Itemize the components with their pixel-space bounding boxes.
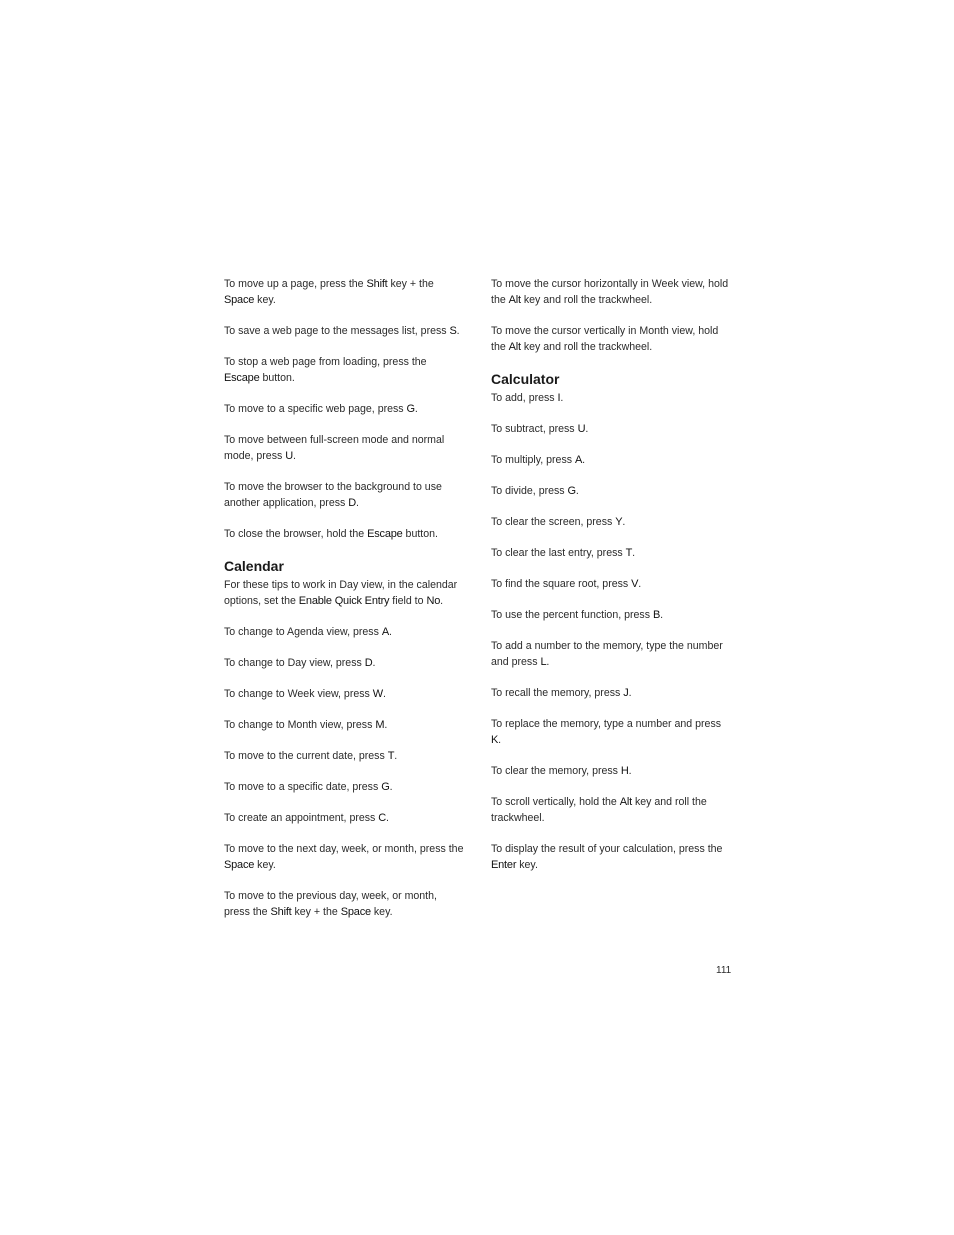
tip-text: .	[456, 325, 460, 337]
calculator-heading: Calculator	[491, 371, 560, 387]
key-name: Alt	[508, 341, 521, 353]
tip-text: To move to the current date, press	[224, 750, 388, 762]
tip-text: To clear the memory, press	[491, 765, 621, 777]
calendar-continued-tips-list	[491, 276, 731, 355]
tip-paragraph	[491, 685, 731, 701]
tip-text: To multiply, press	[491, 454, 575, 466]
key-name: G	[567, 485, 576, 497]
tip-text: To create an appointment, press	[224, 812, 379, 824]
tip-text: .	[498, 734, 502, 746]
tip-text: To close the browser, hold the	[224, 528, 368, 540]
tip-paragraph	[491, 276, 731, 308]
tip-text: .	[628, 687, 632, 699]
tip-paragraph	[491, 716, 731, 748]
tip-text: To change to Month view, press	[224, 719, 376, 731]
tip-paragraph	[491, 390, 731, 406]
tip-text: To move to a specific web page, press	[224, 403, 407, 415]
tip-paragraph	[224, 526, 464, 542]
tip-text: To clear the last entry, press	[491, 547, 626, 559]
tip-paragraph	[224, 577, 464, 609]
tip-text: .	[582, 454, 586, 466]
tip-text: To replace the memory, type a number and press	[491, 718, 722, 730]
tip-text: .	[440, 595, 444, 607]
key-name: L	[540, 656, 547, 668]
tip-text: key + the	[291, 906, 341, 918]
tip-text: To clear the screen, press	[491, 516, 616, 528]
tip-text: field to	[389, 595, 427, 607]
key-name: U	[285, 450, 293, 462]
tip-paragraph	[224, 655, 464, 671]
tip-paragraph	[224, 624, 464, 640]
tip-text: .	[660, 609, 664, 621]
tip-text: .	[293, 450, 296, 462]
key-name: A	[575, 454, 583, 466]
tip-text: To scroll vertically, hold the	[491, 796, 620, 808]
tip-paragraph	[491, 763, 731, 779]
tip-text: To move the cursor horizontally in Week view, hold the	[491, 278, 729, 306]
tip-paragraph	[491, 483, 731, 499]
key-name: Y	[615, 516, 623, 528]
key-name: J	[623, 687, 629, 699]
tip-text: key and roll the trackwheel.	[520, 294, 653, 306]
key-name: Space	[224, 294, 255, 306]
tip-text: .	[414, 403, 418, 415]
key-name: M	[375, 719, 385, 731]
key-name: Space	[224, 859, 255, 871]
key-name: D	[348, 497, 357, 509]
tip-text: .	[394, 750, 398, 762]
tip-text: To change to Agenda view, press	[224, 626, 382, 638]
tip-text: To change to Day view, press	[224, 657, 365, 669]
key-name: A	[381, 626, 389, 638]
calendar-tips-list	[224, 577, 464, 920]
page-number: 111	[716, 965, 732, 976]
tip-text: .	[386, 812, 389, 824]
calculator-tips-list	[491, 390, 731, 873]
tip-text: .	[372, 657, 376, 669]
tip-text: To move to the previous day, week, or month, press the	[224, 890, 437, 918]
tip-paragraph	[224, 401, 464, 417]
tip-paragraph	[224, 432, 464, 464]
tip-paragraph	[491, 545, 731, 561]
tip-text: .	[575, 485, 579, 497]
tip-text: To change to Week view, press	[224, 688, 373, 700]
tip-text: .	[356, 497, 359, 509]
key-name: Escape	[367, 528, 403, 540]
tip-paragraph	[491, 576, 731, 592]
key-name: No	[426, 595, 441, 607]
key-name: T	[387, 750, 395, 762]
tip-text: To use the percent function, press	[491, 609, 653, 621]
key-name: Enter	[491, 859, 517, 871]
tip-text: button.	[402, 528, 438, 540]
tip-text: To save a web page to the messages list, press	[224, 325, 450, 337]
browser-tips-list	[224, 276, 464, 542]
tip-paragraph	[224, 841, 464, 873]
tip-text: button.	[259, 372, 295, 384]
tip-text: To add a number to the memory, type the number and press	[491, 640, 723, 668]
calendar-heading: Calendar	[224, 558, 284, 574]
tip-text: .	[585, 423, 589, 435]
tip-paragraph	[224, 748, 464, 764]
tip-text: key.	[254, 294, 276, 306]
tip-paragraph	[491, 323, 731, 355]
key-name: V	[631, 578, 639, 590]
tip-text: To move up a page, press the	[224, 278, 367, 290]
tip-paragraph	[491, 514, 731, 530]
tip-paragraph	[491, 607, 731, 623]
tip-paragraph	[491, 452, 731, 468]
tip-text: key.	[516, 859, 538, 871]
tip-text: .	[389, 781, 393, 793]
tip-text: For these tips to work in Day view, in the calendar options, set the	[224, 579, 458, 607]
tip-text: To add, press	[491, 392, 558, 404]
key-name: W	[372, 688, 383, 700]
tip-paragraph	[491, 421, 731, 437]
tip-paragraph	[224, 810, 464, 826]
tip-paragraph	[491, 794, 731, 826]
left-column	[224, 276, 464, 935]
key-name: Shift	[366, 278, 388, 290]
tip-text: To move the browser to the background to use another application, press	[224, 481, 442, 509]
tip-text: .	[622, 516, 626, 528]
tip-text: .	[560, 392, 564, 404]
tip-text: .	[382, 688, 386, 700]
key-name: Shift	[270, 906, 292, 918]
tip-paragraph	[491, 841, 731, 873]
tip-text: To stop a web page from loading, press the	[224, 356, 427, 368]
tip-text: key.	[370, 906, 393, 918]
tip-paragraph	[491, 638, 731, 670]
key-name: G	[406, 403, 415, 415]
tip-text: To move between full-screen mode and normal mode, press	[224, 434, 445, 462]
key-name: Enable Quick Entry	[298, 595, 390, 607]
tip-text: To divide, press	[491, 485, 568, 497]
key-name: D	[364, 657, 373, 669]
key-name: B	[652, 609, 661, 621]
tip-text: To recall the memory, press	[491, 687, 624, 699]
tip-text: To move to the next day, week, or month, press the	[224, 843, 464, 855]
tip-text: To move to a specific date, press	[224, 781, 382, 793]
tip-text: .	[546, 656, 550, 668]
tip-text: To subtract, press	[491, 423, 578, 435]
tip-paragraph	[224, 276, 464, 308]
key-name: Alt	[508, 294, 521, 306]
tip-paragraph	[224, 686, 464, 702]
tip-paragraph	[224, 779, 464, 795]
tip-text: key and roll the trackwheel.	[520, 341, 653, 353]
key-name: Alt	[619, 796, 632, 808]
tip-text: key and roll the trackwheel.	[491, 796, 707, 824]
key-name: Escape	[224, 372, 260, 384]
tip-text: To move the cursor vertically in Month view, hold the	[491, 325, 719, 353]
tip-paragraph	[224, 354, 464, 386]
tip-text: .	[388, 626, 392, 638]
tip-paragraph	[224, 717, 464, 733]
key-name: I	[557, 392, 561, 404]
tip-paragraph	[224, 479, 464, 511]
tip-text: .	[638, 578, 642, 590]
key-name: U	[577, 423, 586, 435]
tip-text: .	[384, 719, 388, 731]
key-name: G	[381, 781, 390, 793]
tip-text: key + the	[387, 278, 434, 290]
tip-paragraph	[224, 323, 464, 339]
key-name: T	[625, 547, 633, 559]
tip-text: .	[628, 765, 632, 777]
key-name: S	[449, 325, 457, 337]
tip-text: To find the square root, press	[491, 578, 632, 590]
tip-paragraph	[224, 888, 464, 920]
key-name: C	[378, 812, 387, 824]
tip-text: To display the result of your calculation, press the	[491, 843, 723, 855]
key-name: H	[620, 765, 629, 777]
key-name: Space	[340, 906, 371, 918]
tip-text: key.	[254, 859, 276, 871]
tip-text: .	[632, 547, 636, 559]
right-column	[491, 276, 731, 888]
key-name: K	[491, 734, 499, 746]
